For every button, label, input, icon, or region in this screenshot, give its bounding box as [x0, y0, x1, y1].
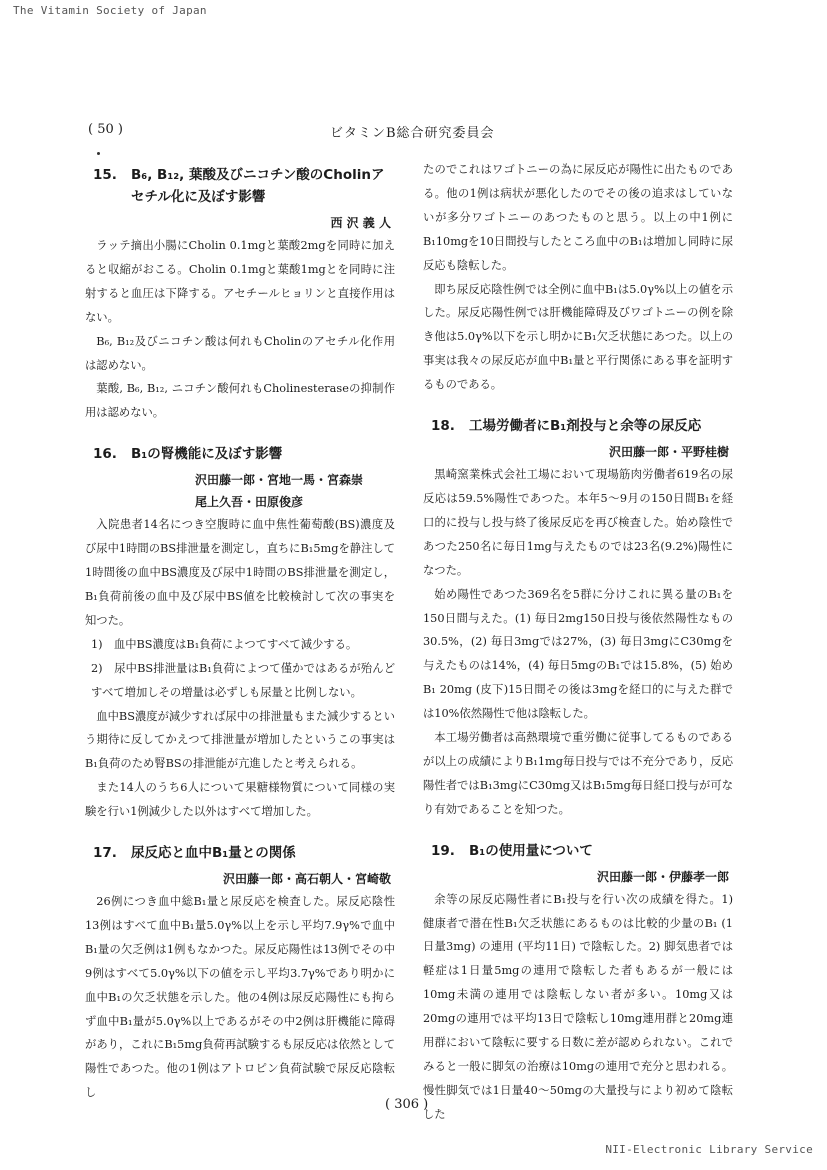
right-column: [423, 158, 733, 1127]
footer-page-number: ( 306 ): [385, 1097, 429, 1112]
section-19-heading: [423, 840, 733, 862]
section-17-heading: [85, 842, 395, 864]
stray-dot: [85, 150, 395, 158]
paragraph: 始め陽性であつた369名を5群に分けこれに異る量のB₁を150日間与えた。(1) 毎日2mg150日投与後依然陽性なもの30.5%，(2) 毎日3mgでは27%，(3) 毎日3mgにC30mgを与えたものは14%，(4) 毎日5mgのB₁では15.8%，(5) 始めB₁ 20mg (皮下)15日間その後は3mgを経口的に与えた群では10%依然陽性で他は陰転した。: [423, 587, 733, 721]
section-number: 15.: [93, 167, 117, 183]
section-number: 16.: [93, 446, 117, 463]
watermark-top: The Vitamin Society of Japan: [13, 4, 207, 17]
section-authors: 尾上久吾・田原俊彦: [195, 495, 304, 510]
list-item: 2) 尿中BS排泄量はB₁負荷によつて僅かではあるが殆んどすべて増加しその増量は必ずしも尿量と比例しない。: [91, 661, 395, 699]
section-authors: 沢田藤一郎・伊藤孝一郎: [596, 869, 729, 884]
section-number: 17.: [93, 845, 117, 862]
section-authors: 沢田藤一郎・宮地一馬・宮森崇: [195, 473, 364, 488]
section-authors: 沢田藤一郎・高石朝人・宮崎敬: [222, 872, 391, 887]
section-authors: 沢田藤一郎・平野桂樹: [608, 445, 729, 460]
paragraph: 入院患者14名につき空腹時に血中焦性葡萄酸(BS)濃度及び尿中1時間のBS排泄量を測定し，直ちにB₁5mgを静注して1時間後の血中BS濃度及び尿中1時間のBS排泄量を測定し，B₁負荷前後の血中及び尿中BS値を比較検討して次の事実を知つた。: [85, 518, 395, 627]
paragraph: 黒崎窯業株式会社工場において現場筋肉労働者619名の尿反応は59.5%陽性であつた。本年5～9月の150日間B₁を経口的に投与し投与終了後尿反応を再び検査した。始め陰性であつた250名に毎日1mg与えたものでは23名(9.2%)陽性になつた。: [423, 468, 733, 577]
paragraph: 血中BS濃度が減少すれば尿中の排泄量もまた減少するという期待に反してかえつて排泄量が増加したというこの事実はB₁負荷のため腎BSの排泄能が亢進したと考えられる。: [85, 709, 395, 771]
section-number: 19.: [431, 842, 455, 859]
paragraph: たのでこれはワゴトニーの為に尿反応が陽性に出たものである。他の1例は病状が悪化したのでその後の追求はしていないが多分ワゴトニーのあつたものと思う。以上の中1例にB₁10mgを10日間投与したところ血中のB₁は増加し同時に尿反応も陰転した。: [423, 163, 733, 272]
section-18-heading: [423, 415, 733, 437]
section-title: B₆, B₁₂, 葉酸及びニコチン酸のCholinアセチル化に及ぼす影響: [131, 167, 385, 205]
paragraph: B₆, B₁₂及びニコチン酸は何れもCholinのアセチル化作用は認めない。: [85, 334, 395, 372]
paragraph: また14人のうち6人について果糖様物質について同様の実験を行い1例減少した以外はすべて増加した。: [85, 781, 395, 819]
paragraph: 即ち尿反応陰性例では全例に血中B₁は5.0γ%以上の値を示した。尿反応陽性例では肝機能障碍及びワゴトニーの例を除き他は5.0γ%以下を示し明かにB₁欠乏状態にあつた。以上の事実は我々の尿反応が血中B₁量と平行関係にある事を証明するものである。: [423, 282, 733, 392]
paragraph: 余等の尿反応陽性者にB₁投与を行い次の成績を得た。1) 健康者で潜在性B₁欠乏状態にあるものは比較的少量のB₁ (1日量3mg) の連用 (平均11日) で陰転した。2) 脚気患者では軽症は1日量5mgの連用で陰転した者もあるが一般には10mg未満の連用では陰転しない者が多い。10mg又は20mgの連用では平均13日で陰転し10mg連用群と20mg連用群において陰転に要する日数に差が認められない。これでみると一般に脚気の治療は10mgの連用で充分と思われる。慢性脚気では1日量40～50mgの大量投与により初めて陰転した: [423, 892, 733, 1121]
section-title: 尿反応と血中B₁量との関係: [131, 845, 296, 862]
paragraph: 葉酸, B₆, B₁₂, ニコチン酸何れもCholinesteraseの抑制作用は認めない。: [85, 382, 395, 420]
section-title: B₁の使用量について: [469, 842, 593, 859]
paragraph: ラッテ摘出小腸にCholin 0.1mgと葉酸2mgを同時に加えると収縮がおこる。Cholin 0.1mgと葉酸1mgとを同時に注射すると血圧は下降する。アセチールヒョリンと直接作用はない。: [85, 239, 395, 324]
section-title: B₁の腎機能に及ぼす影響: [131, 446, 283, 463]
section-number: 18.: [431, 418, 455, 435]
left-column: [85, 150, 395, 1105]
section-authors: 西 沢 義 人: [330, 216, 391, 230]
running-title: ビタミンB総合研究委員会: [330, 126, 495, 141]
watermark-bottom: NII-Electronic Library Service: [605, 1143, 813, 1156]
section-title: 工場労働者にB₁剤投与と余等の尿反応: [469, 418, 702, 435]
page-number: ( 50 ): [88, 122, 123, 137]
section-15-heading: [85, 164, 395, 208]
paragraph: 26例につき血中総B₁量と尿反応を検査した。尿反応陰性13例はすべて血中B₁量5.0γ%以上を示し平均7.9γ%で血中B₁量の欠乏例は1例もなかつた。尿反応陽性は13例でその中9例はすべて5.0γ%以下の値を示し平均3.7γ%であり明かに血中B₁の欠乏状態を示した。他の4例は尿反応陽性にも拘らず血中B₁量が5.0γ%以上であるがその中2例は肝機能に障碍があり，これにB₁5mg負荷再試験するも尿反応は依然として陽性であつた。他の1例はアトロピン負荷試験で尿反応陰転し: [85, 895, 395, 1100]
section-16-heading: [85, 443, 395, 465]
list-item: 1) 血中BS濃度はB₁負荷によつてすべて減少する。: [91, 637, 358, 651]
paragraph: 本工場労働者は高熱環境で重労働に従事してるものであるが以上の成績によりB₁1mg毎日投与では不充分であり，反応陽性者ではB₁3mgにC30mg又はB₁5mg毎日経口投与が可なり有効であることを知つた。: [423, 731, 733, 816]
